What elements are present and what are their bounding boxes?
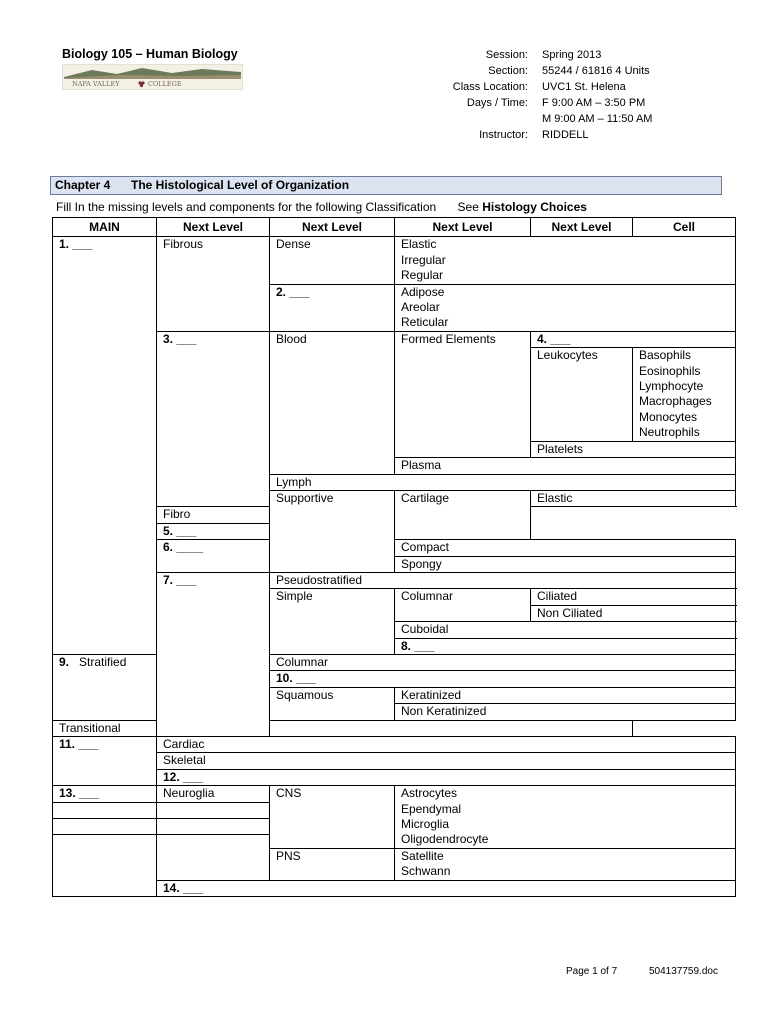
empty-cell	[53, 835, 157, 897]
blank-10[interactable]: 10. ___	[270, 671, 736, 687]
plasma-cell: Plasma	[395, 458, 736, 474]
pns-items: Satellite Schwann	[395, 848, 736, 880]
formed-elements-cell: Formed Elements	[395, 331, 531, 457]
class-location-value: UVC1 St. Helena	[542, 81, 626, 93]
section-value: 55244 / 61816 4 Units	[542, 65, 650, 77]
leukocytes-cell: Leukocytes	[531, 348, 633, 441]
session-label: Session:	[485, 49, 528, 61]
instructions-text: Fill In the missing levels and components for the following Classification	[56, 200, 437, 214]
column-header: Next Level	[270, 218, 395, 237]
empty-cell	[53, 819, 157, 835]
blank-2[interactable]: 2. ___	[270, 284, 395, 331]
platelets-cell: Platelets	[531, 441, 736, 457]
instructor-label: Instructor:	[479, 129, 528, 141]
transitional-cell: Transitional	[53, 720, 633, 736]
squamous-cell: Squamous	[270, 687, 395, 720]
blood-cell: Blood	[270, 331, 395, 474]
class-location-label: Class Location:	[452, 81, 528, 93]
leukocyte-cells: Basophils Eosinophils Lymphocyte Macrophages Monocytes Neutrophils	[633, 348, 736, 441]
napa-valley-college-logo	[62, 64, 243, 90]
simple-cell: Simple	[270, 589, 395, 655]
classification-table	[52, 217, 736, 897]
simple-columnar-cell: Columnar	[395, 589, 531, 622]
cartilage-cell: Cartilage	[395, 490, 531, 539]
cns-items: Astrocytes Ependymal Microglia Oligodendrocyte	[395, 786, 736, 849]
empty-cell	[53, 802, 157, 818]
empty-cell	[157, 835, 270, 880]
non-ciliated-cell: Non Ciliated	[531, 605, 736, 621]
empty-cell	[157, 819, 270, 835]
cartilage-elastic: Elastic	[531, 490, 736, 506]
dense-items: Elastic Irregular Regular	[395, 237, 736, 284]
cartilage-fibro: Fibro	[157, 507, 531, 523]
fibrous-cell: Fibrous	[157, 237, 270, 331]
blank-7[interactable]: 7. ___	[157, 572, 270, 736]
instructions	[56, 200, 587, 214]
column-header: Next Level	[157, 218, 270, 237]
neuroglia-cell: Neuroglia	[157, 786, 270, 802]
stratified-label: Stratified	[79, 654, 127, 669]
blank-11[interactable]: 11. ___	[53, 737, 157, 786]
cns-cell: CNS	[270, 786, 395, 849]
stratified-cell	[53, 654, 157, 720]
keratinized-cell: Keratinized	[395, 687, 736, 703]
document-filename: 504137759.doc	[649, 966, 718, 977]
empty-cell	[157, 802, 270, 818]
supportive-cell: Supportive	[270, 490, 395, 572]
page-number: Page 1 of 7	[566, 966, 618, 977]
session-value: Spring 2013	[542, 49, 602, 61]
blank-6[interactable]: 6. ____	[157, 540, 270, 573]
chapter-heading	[50, 176, 722, 195]
days-time-value-2: M 9:00 AM – 11:50 AM	[542, 113, 653, 125]
blank-13[interactable]: 13. ___	[53, 786, 157, 802]
days-time-label: Days / Time:	[466, 97, 528, 109]
section-label: Section:	[488, 65, 528, 77]
column-header: Cell	[633, 218, 736, 237]
chapter-title: The Histological Level of Organization	[131, 178, 350, 192]
days-time-value-1: F 9:00 AM – 3:50 PM	[542, 97, 646, 109]
instructor-value: RIDDELL	[542, 129, 589, 141]
lymph-cell: Lymph	[270, 474, 736, 490]
course-info-values	[542, 47, 652, 143]
pns-cell: PNS	[270, 848, 395, 880]
column-header: Next Level	[395, 218, 531, 237]
blank-14[interactable]: 14. ___	[157, 880, 736, 896]
column-header: Next Level	[531, 218, 633, 237]
cardiac-cell: Cardiac	[157, 737, 736, 753]
column-header: MAIN	[53, 218, 157, 237]
ciliated-cell: Ciliated	[531, 589, 736, 605]
blank-12[interactable]: 12. ___	[157, 769, 736, 785]
blank-9[interactable]: 9.	[59, 654, 70, 669]
compact-cell: Compact	[395, 540, 736, 556]
blank-5[interactable]: 5. ___	[157, 523, 531, 539]
header-row	[53, 218, 736, 237]
non-keratinized-cell: Non Keratinized	[395, 704, 736, 720]
see-text: See	[457, 200, 479, 214]
logo-text-right: COLLEGE	[148, 80, 182, 88]
course-title: Biology 105 – Human Biology	[62, 47, 238, 61]
stratified-columnar-cell: Columnar	[270, 654, 736, 670]
cuboidal-cell: Cuboidal	[395, 622, 736, 638]
spongy-cell: Spongy	[395, 556, 736, 572]
logo-text-left: NAPA VALLEY	[72, 80, 120, 88]
blank-4[interactable]: 4. ___	[531, 331, 736, 347]
histology-choices-ref: Histology Choices	[482, 200, 587, 214]
dense-cell: Dense	[270, 237, 395, 284]
blank-8[interactable]: 8. ___	[395, 638, 736, 654]
blank-2-items: Adipose Areolar Reticular	[395, 284, 736, 331]
blank-1[interactable]: 1. ___	[53, 237, 157, 655]
pseudostratified-cell: Pseudostratified	[270, 572, 736, 588]
blank-3[interactable]: 3. ___	[157, 331, 270, 506]
skeletal-cell: Skeletal	[157, 753, 736, 769]
chapter-number: Chapter 4	[55, 178, 111, 192]
course-info-labels	[400, 47, 528, 147]
